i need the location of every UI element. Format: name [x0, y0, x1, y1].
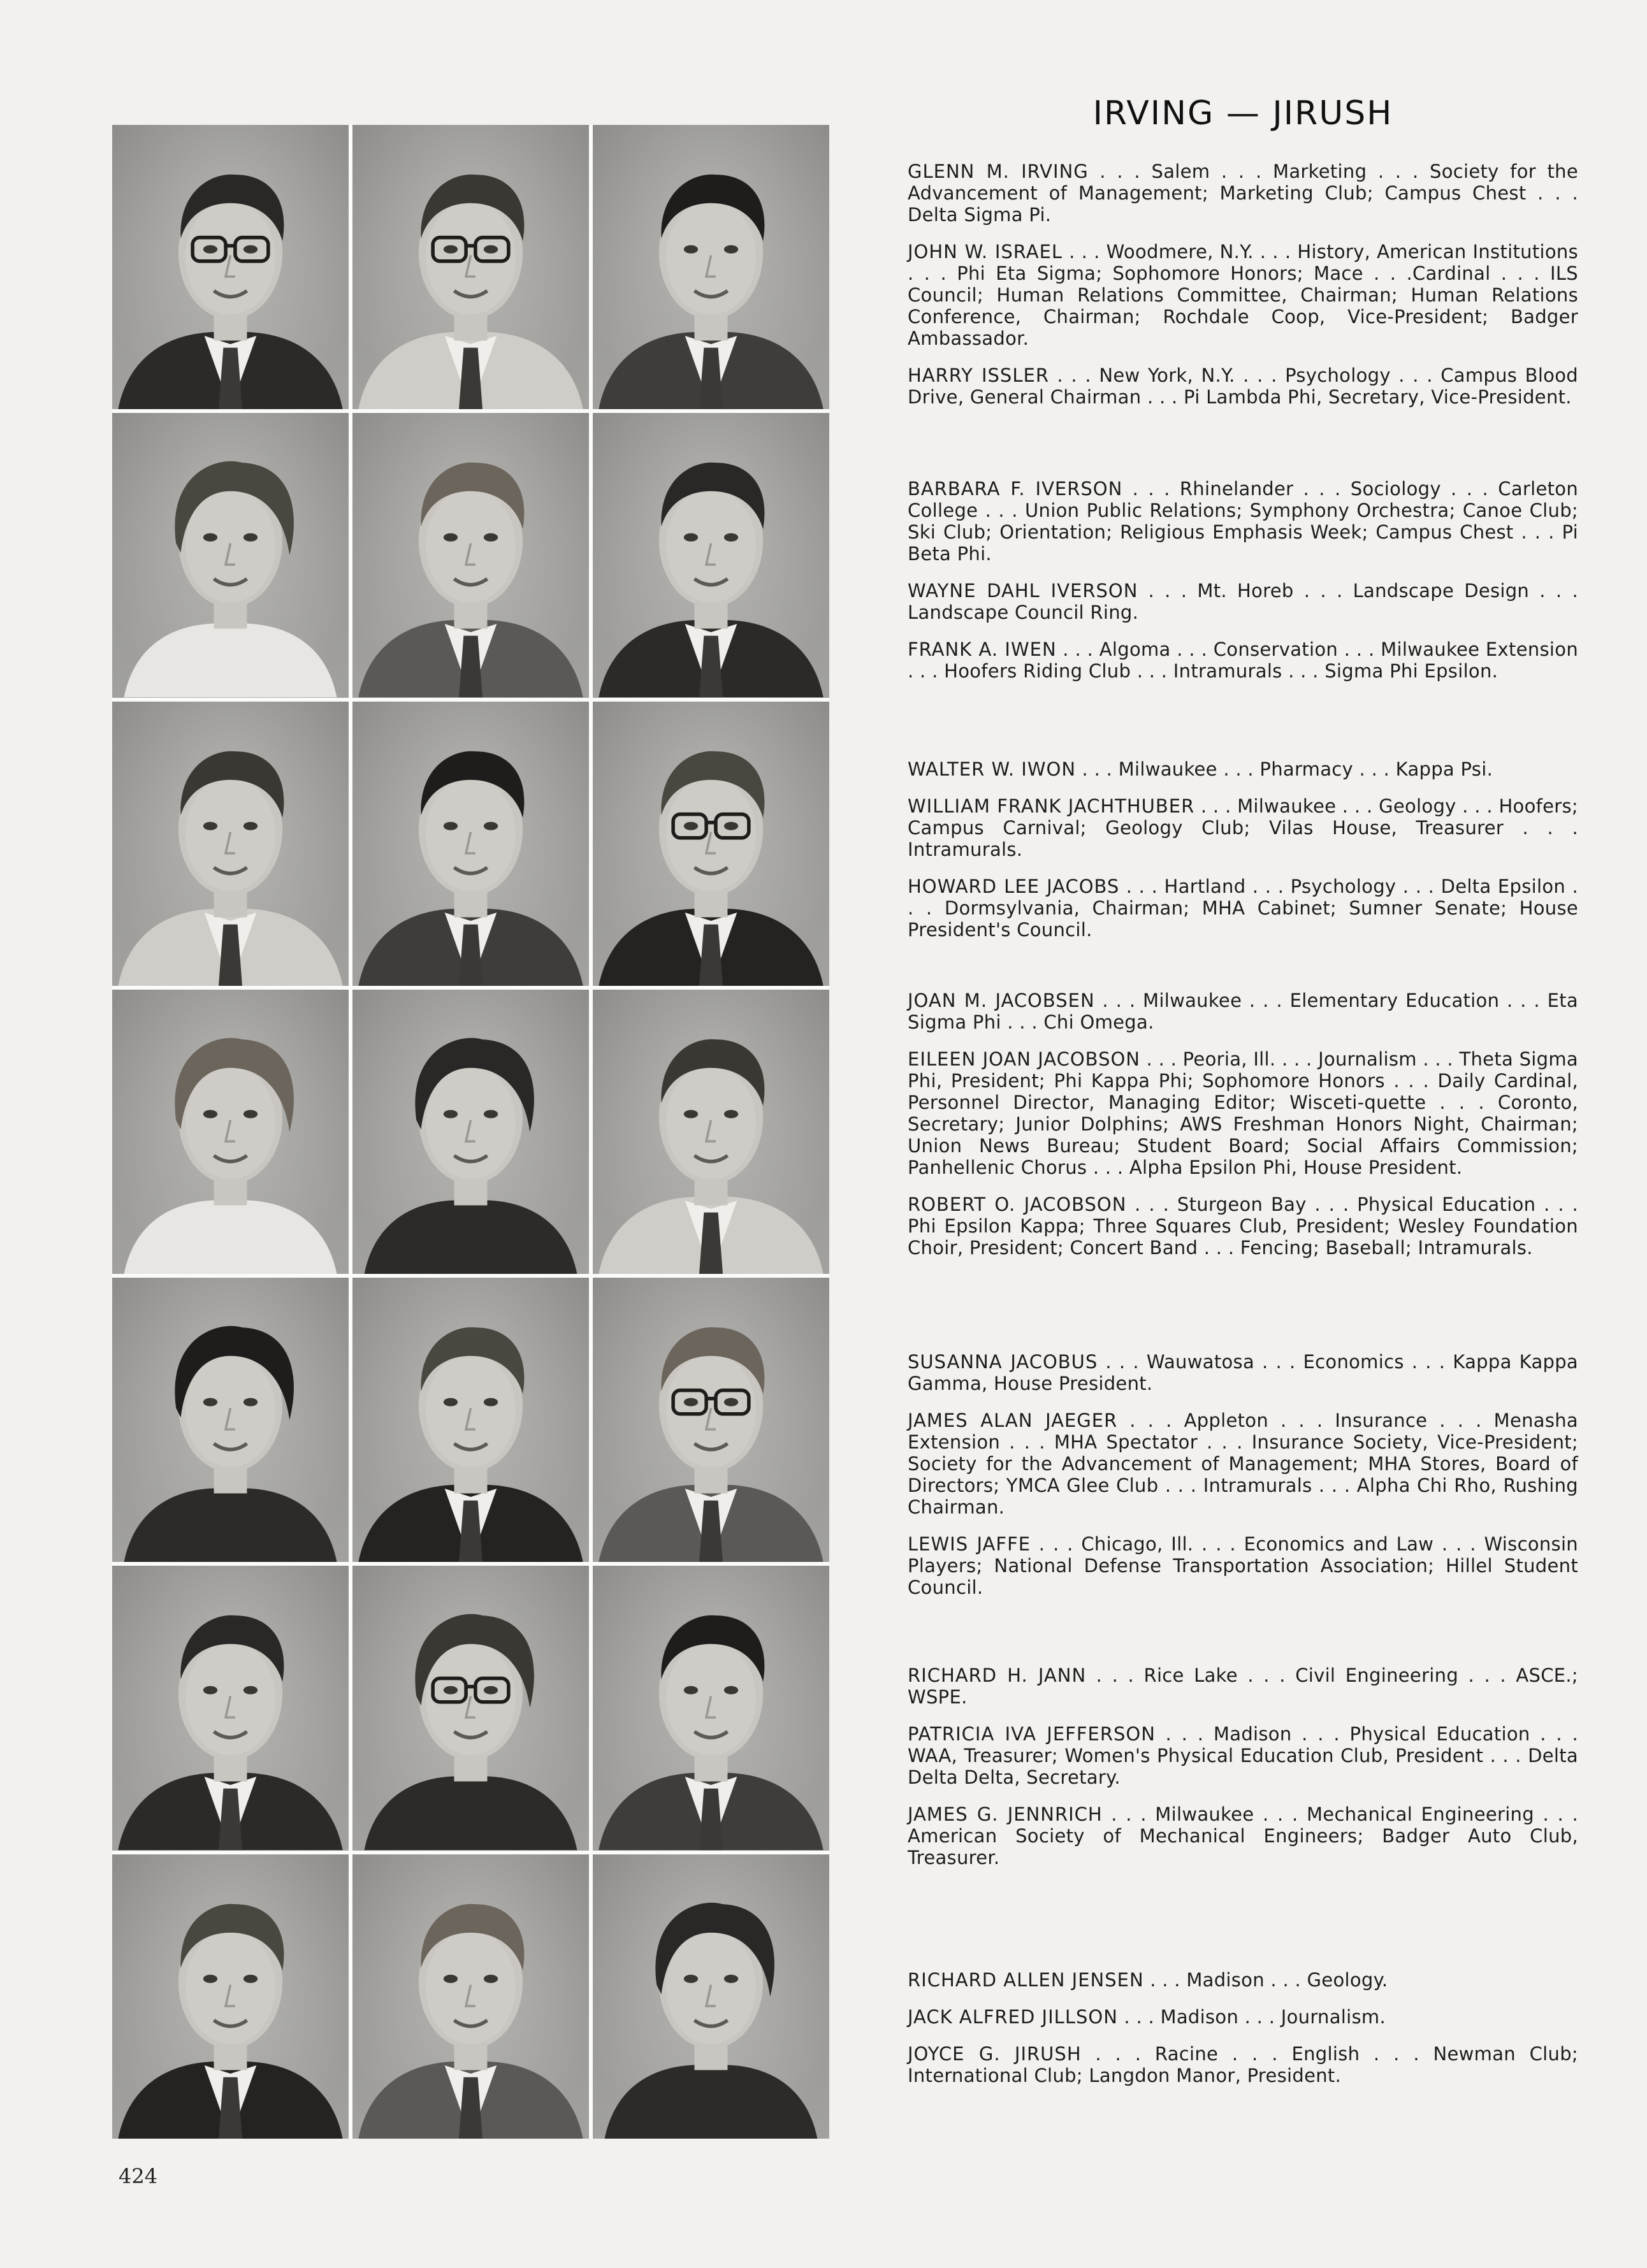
senior-name: JAMES ALAN JAEGER — [908, 1410, 1118, 1431]
senior-details: . . . Rhinelander . . . Sociology . . . Carleton College . . . Union Public Relations; Symphony Orchestra; Canoe Club; Ski Club; Orientation; Religious Emphasis Week; Campus Chest . . . Pi Beta Phi. — [908, 478, 1579, 565]
senior-entry — [908, 1723, 1578, 1788]
senior-details: . . . Chicago, Ill. . . . Economics and Law . . . Wisconsin Players; National Defense Transportation Association; Hillel Student Council. — [908, 1533, 1578, 1598]
senior-details: . . . Sturgeon Bay . . . Physical Education . . . Phi Epsilon Kappa; Three Squares Club, President; Wesley Foundation Choir, President; Concert Band . . . Fencing; Baseball; Intramurals. — [908, 1194, 1579, 1259]
senior-details: . . . Milwaukee . . . Mechanical Engineering . . . American Society of Mechanical Engineers; Badger Auto Club, Treasurer. — [908, 1803, 1578, 1868]
senior-name: WAYNE DAHL IVERSON — [908, 580, 1138, 602]
portrait-photo — [112, 125, 349, 409]
portrait-photo — [593, 125, 829, 409]
senior-name: JOYCE G. JIRUSH — [908, 2043, 1082, 2065]
senior-details: . . . New York, N.Y. . . . Psychology . . . Campus Blood Drive, General Chairman . . . Pi Lambda Phi, Secretary, Vice-President. — [908, 365, 1578, 408]
portrait-photo — [593, 702, 829, 986]
entry-group — [908, 1969, 1578, 2102]
portrait-photo — [112, 413, 349, 697]
senior-name: JACK ALFRED JILLSON — [908, 2006, 1118, 2028]
portrait-photo — [593, 990, 829, 1274]
portrait-photo — [352, 1278, 589, 1562]
senior-details: . . . Salem . . . Marketing . . . Society for the Advancement of Management; Marketing Club; Campus Chest . . . Delta Sigma Pi. — [908, 161, 1578, 226]
senior-details: . . . Wauwatosa . . . Economics . . . Kappa Kappa Gamma, House President. — [908, 1351, 1579, 1394]
senior-name: ROBERT O. JACOBSON — [908, 1194, 1127, 1215]
portrait-grid — [112, 125, 829, 2139]
portrait-photo — [593, 1566, 829, 1850]
senior-details: . . . Appleton . . . Insurance . . . Menasha Extension . . . MHA Spectator . . . Insurance Society, Vice-President; Society for the Advancement of Management; MHA Stores, Board of Directors; YMCA Glee Club . . . Intramurals . . . Alpha Chi Rho, Rushing Chairman. — [908, 1410, 1578, 1518]
senior-name: HOWARD LEE JACOBS — [908, 876, 1120, 897]
senior-name: EILEEN JOAN JACOBSON — [908, 1048, 1140, 1070]
entry-group — [908, 1351, 1578, 1614]
senior-details: . . . Milwaukee . . . Geology . . . Hoofers; Campus Carnival; Geology Club; Vilas House, Treasurer . . . Intramurals. — [908, 795, 1578, 860]
portrait-photo — [593, 413, 829, 697]
senior-name: BARBARA F. IVERSON — [908, 478, 1123, 500]
portrait-photo — [593, 1854, 829, 2139]
senior-entry — [908, 758, 1578, 780]
page-title: IRVING — JIRUSH — [1092, 94, 1393, 133]
portrait-photo — [112, 1278, 349, 1562]
senior-entry — [908, 161, 1578, 226]
senior-entry — [908, 1803, 1578, 1868]
entry-group — [908, 990, 1578, 1274]
senior-name: FRANK A. IWEN — [908, 639, 1057, 660]
senior-entry — [908, 795, 1578, 860]
senior-entry — [908, 1194, 1578, 1259]
senior-name: HARRY ISSLER — [908, 365, 1049, 386]
senior-entry — [908, 2006, 1578, 2028]
senior-details: . . . Rice Lake . . . Civil Engineering . . . ASCE.; WSPE. — [908, 1665, 1578, 1708]
senior-details: . . . Peoria, Ill. . . . Journalism . . . Theta Sigma Phi, President; Phi Kappa Phi; Sophomore Honors . . . Daily Cardinal, Personnel Director, Managing Editor; Wisceti-quette . . . Coronto, Secretary; Junior Dolphins; AWS Freshman Honors Night, Chairman; Union News Bureau; Student Board; Social Affairs Commission; Panhellenic Chorus . . . Alpha Epsilon Phi, House President. — [908, 1048, 1578, 1178]
page-number: 424 — [119, 2164, 158, 2188]
portrait-photo — [112, 1854, 349, 2139]
senior-name: LEWIS JAFFE — [908, 1533, 1031, 1555]
senior-entry — [908, 876, 1578, 941]
senior-entry — [908, 241, 1578, 349]
senior-name: RICHARD H. JANN — [908, 1665, 1087, 1686]
portrait-photo — [352, 702, 589, 986]
senior-details: . . . Hartland . . . Psychology . . . Delta Epsilon . . . Dormsylvania, Chairman; MHA Cabinet; Sumner Senate; House President's Council. — [908, 876, 1578, 941]
senior-details: . . . Mt. Horeb . . . Landscape Design . . . Landscape Council Ring. — [908, 580, 1578, 623]
portrait-photo — [352, 125, 589, 409]
entry-group — [908, 1665, 1578, 1884]
senior-entry — [908, 365, 1578, 408]
senior-entry — [908, 1969, 1578, 1991]
senior-name: JOAN M. JACOBSEN — [908, 990, 1095, 1011]
entry-group — [908, 161, 1578, 423]
senior-entry — [908, 639, 1578, 682]
senior-name: WILLIAM FRANK JACHTHUBER — [908, 795, 1195, 817]
senior-name: GLENN M. IRVING — [908, 161, 1089, 182]
senior-details: . . . Madison . . . Journalism. — [1117, 2006, 1386, 2028]
portrait-photo — [593, 1278, 829, 1562]
senior-details: . . . Madison . . . Physical Education . . . WAA, Treasurer; Women's Physical Education Club, President . . . Delta Delta Delta, Secretary. — [908, 1723, 1578, 1788]
senior-details: . . . Milwaukee . . . Pharmacy . . . Kappa Psi. — [1076, 758, 1493, 780]
senior-name: SUSANNA JACOBUS — [908, 1351, 1098, 1373]
senior-details: . . . Madison . . . Geology. — [1143, 1969, 1388, 1991]
entry-group — [908, 758, 1578, 956]
senior-details: . . . Algoma . . . Conservation . . . Milwaukee Extension . . . Hoofers Riding Club . . . Intramurals . . . Sigma Phi Epsilon. — [908, 639, 1578, 682]
senior-details: . . . Woodmere, N.Y. . . . History, American Institutions . . . Phi Eta Sigma; Sophomore Honors; Mace . . .Cardinal . . . ILS Council; Human Relations Committee, Chairman; Human Relations Conference, Chairman; Rochdale Coop, Vice-President; Badger Ambassador. — [908, 241, 1578, 349]
senior-entry — [908, 478, 1578, 565]
portrait-photo — [352, 413, 589, 697]
portrait-photo — [112, 1566, 349, 1850]
portrait-photo — [352, 990, 589, 1274]
senior-entry — [908, 1665, 1578, 1708]
senior-entry — [908, 1533, 1578, 1598]
senior-entry — [908, 1351, 1578, 1394]
senior-name: WALTER W. IWON — [908, 758, 1077, 780]
senior-entry — [908, 2043, 1578, 2086]
senior-entry — [908, 580, 1578, 623]
senior-entry — [908, 1410, 1578, 1518]
senior-details: . . . Milwaukee . . . Elementary Education . . . Eta Sigma Phi . . . Chi Omega. — [908, 990, 1578, 1033]
senior-name: RICHARD ALLEN JENSEN — [908, 1969, 1144, 1991]
entry-group — [908, 478, 1578, 697]
senior-entry — [908, 1048, 1578, 1178]
portrait-photo — [352, 1854, 589, 2139]
senior-details: . . . Racine . . . English . . . Newman Club; International Club; Langdon Manor, President. — [908, 2043, 1578, 2086]
portrait-photo — [352, 1566, 589, 1850]
senior-name: JAMES G. JENNRICH — [908, 1803, 1103, 1825]
senior-name: JOHN W. ISRAEL — [908, 241, 1063, 263]
senior-name: PATRICIA IVA JEFFERSON — [908, 1723, 1156, 1745]
senior-entry — [908, 990, 1578, 1033]
portrait-photo — [112, 702, 349, 986]
portrait-photo — [112, 990, 349, 1274]
